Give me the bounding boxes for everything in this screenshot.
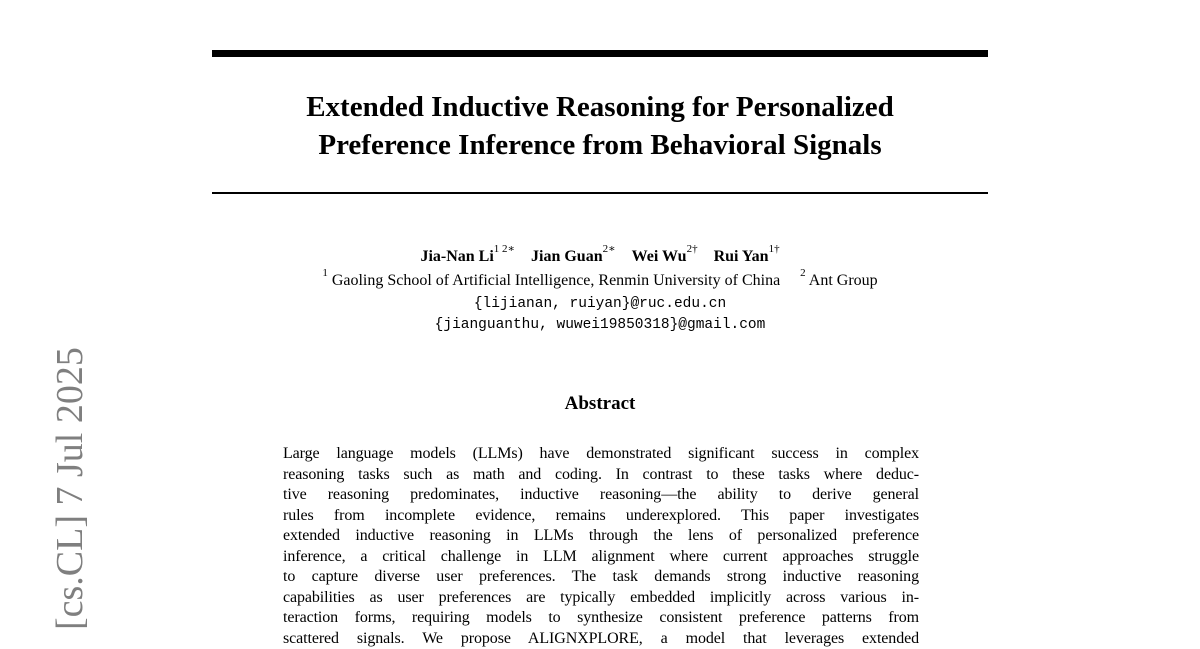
title-top-rule <box>212 50 988 57</box>
abstract-line: capabilities as user preferences are typically embedded implicitly across various in- <box>283 588 919 609</box>
author-name: Jia-Nan Li <box>420 248 493 265</box>
author-affiliation-marks: 2∗ <box>603 243 616 255</box>
author-affiliation-marks: 1 2∗ <box>494 243 515 255</box>
author-email: {lijianan, ruiyan}@ruc.edu.cn <box>212 294 988 314</box>
abstract-line: inference, a critical challenge in LLM alignment where current approaches struggle <box>283 547 919 568</box>
abstract-body <box>283 444 919 649</box>
affiliations <box>212 270 988 292</box>
abstract-line: to capture diverse user preferences. The task demands strong inductive reasoning <box>283 567 919 588</box>
author-list <box>212 246 988 268</box>
paper-title <box>212 88 988 164</box>
author-affiliation-marks: 1† <box>769 243 780 255</box>
author-entry <box>632 248 698 265</box>
abstract-line: rules from incomplete evidence, remains underexplored. This paper investigates <box>283 506 919 527</box>
affiliation-1-mark: 1 <box>322 267 328 279</box>
author-entry <box>531 248 616 265</box>
author-name: Jian Guan <box>531 248 603 265</box>
abstract-line: scattered signals. We propose ALIGNXPLORE, a model that leverages extended <box>283 629 919 649</box>
author-name: Rui Yan <box>714 248 769 265</box>
affiliation-2: Ant Group <box>809 272 878 289</box>
abstract-line: Large language models (LLMs) have demonstrated significant success in complex <box>283 444 919 465</box>
author-email: {jianguanthu, wuwei19850318}@gmail.com <box>212 315 988 335</box>
arxiv-identifier-stamp: [cs.CL] 7 Jul 2025 <box>51 347 89 630</box>
author-entry <box>714 248 780 265</box>
affiliation-2-mark: 2 <box>800 267 806 279</box>
abstract-line: teraction forms, requiring models to synthesize consistent preference patterns from <box>283 608 919 629</box>
affiliation-1: Gaoling School of Artificial Intelligence, Renmin University of China <box>332 272 780 289</box>
author-entry <box>420 248 515 265</box>
author-affiliation-marks: 2† <box>687 243 698 255</box>
abstract-line: reasoning tasks such as math and coding. In contrast to these tasks where deduc- <box>283 465 919 486</box>
abstract-line: tive reasoning predominates, inductive reasoning—the ability to derive general <box>283 485 919 506</box>
author-name: Wei Wu <box>632 248 687 265</box>
title-bottom-rule <box>212 192 988 194</box>
abstract-heading: Abstract <box>212 392 988 416</box>
paper-title-line-1: Extended Inductive Reasoning for Personalized <box>212 88 988 126</box>
abstract-line: extended inductive reasoning in LLMs through the lens of personalized preference <box>283 526 919 547</box>
paper-title-line-2: Preference Inference from Behavioral Signals <box>212 126 988 164</box>
